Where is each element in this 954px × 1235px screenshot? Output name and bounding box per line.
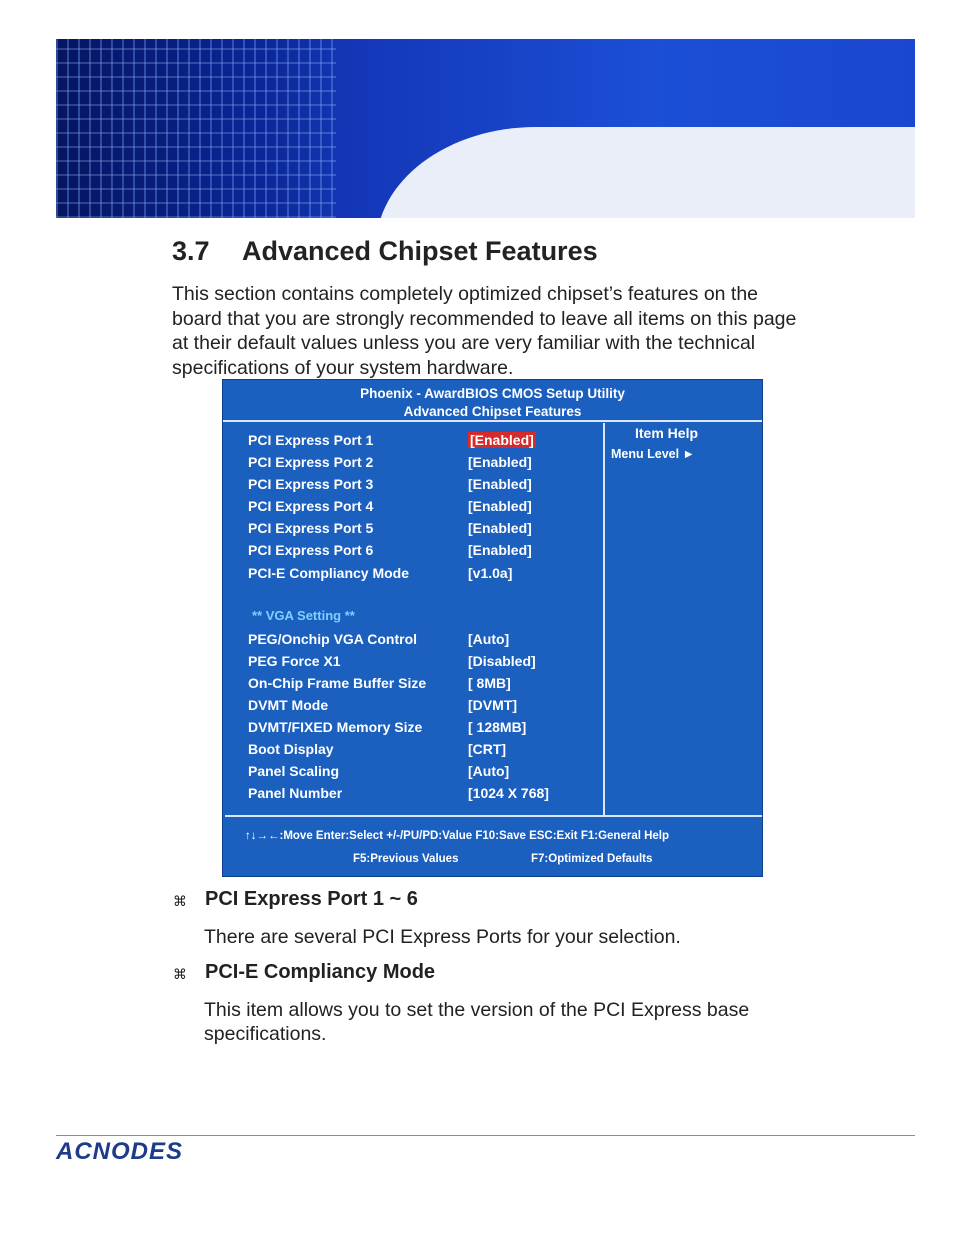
bios-item-label: PEG Force X1 [248, 653, 341, 669]
command-bullet-icon: ⌘ [173, 894, 187, 910]
bullet-text-pci-express-port: There are several PCI Express Ports for your selection. [204, 926, 681, 948]
section-intro: This section contains completely optimized chipset’s features on the board that you are strongly recommended to leave all items on this page at their default values unless you are very familiar with the technical specifications of your system hardware. [172, 283, 797, 379]
command-bullet-icon: ⌘ [173, 967, 187, 983]
footer-rule [56, 1135, 915, 1136]
bios-item-value[interactable]: [Enabled] [468, 542, 532, 558]
bios-item-value[interactable]: [Enabled] [468, 498, 532, 514]
circuit-board-graphic [56, 39, 336, 218]
bios-header [223, 380, 762, 422]
key-legend-previous-values: F5:Previous Values [353, 853, 459, 865]
bios-item-label: PCI Express Port 4 [248, 498, 374, 514]
help-title: Item Help [635, 425, 699, 441]
bios-item-value[interactable]: [DVMT] [468, 697, 517, 713]
bios-item-label: PEG/Onchip VGA Control [248, 631, 418, 647]
bios-settings-pane [225, 423, 605, 817]
key-legend-optimized-defaults: F7:Optimized Defaults [531, 853, 653, 865]
bios-item-value[interactable]: [Enabled] [468, 476, 532, 492]
bios-item-value[interactable]: [ 128MB] [468, 719, 527, 735]
bios-item-label: DVMT Mode [248, 697, 329, 713]
bios-screenshot [222, 379, 763, 877]
banner-wave-shape [376, 127, 915, 218]
bullet-heading-pcie-compliancy-mode: PCI-E Compliancy Mode [205, 961, 436, 983]
bios-item-label: Panel Scaling [248, 763, 340, 779]
acnodes-logo: ACNODES [56, 1138, 184, 1165]
bios-item-label: PCI-E Compliancy Mode [248, 565, 410, 581]
bios-item-label: On-Chip Frame Buffer Size [248, 675, 427, 691]
bios-item-value[interactable]: [v1.0a] [468, 565, 513, 581]
bios-item-value-selected[interactable]: [Enabled] [470, 432, 534, 448]
bios-item-value[interactable]: [ 8MB] [468, 675, 511, 691]
bios-item-value[interactable]: [Enabled] [468, 454, 532, 470]
key-legend-line1: ↑↓→←:Move Enter:Select +/-/PU/PD:Value F10:Save ESC:Exit F1:General Help [245, 830, 670, 842]
header-banner [56, 39, 915, 218]
bios-item-value[interactable]: [CRT] [468, 741, 507, 757]
bios-item-value[interactable]: [Disabled] [468, 653, 536, 669]
section-number: 3.7 [172, 236, 210, 266]
bios-item-value[interactable]: [1024 X 768] [468, 785, 549, 801]
bios-item-label: DVMT/FIXED Memory Size [248, 719, 423, 735]
bios-item-value[interactable]: [Enabled] [468, 520, 532, 536]
bios-screen-title: Advanced Chipset Features [403, 404, 582, 419]
bios-item-label: PCI Express Port 5 [248, 520, 374, 536]
bios-key-legend [223, 820, 762, 876]
menu-level-indicator: Menu Level ► [611, 447, 695, 461]
bios-help-pane [605, 423, 762, 817]
bios-subsection-vga-setting: ** VGA Setting ** [252, 608, 355, 623]
bios-item-value[interactable]: [Auto] [468, 631, 510, 647]
bios-item-label: PCI Express Port 3 [248, 476, 374, 492]
section-title-text: Advanced Chipset Features [242, 236, 598, 266]
bios-item-label: PCI Express Port 6 [248, 542, 374, 558]
bios-item-label: Panel Number [248, 785, 343, 801]
bullet-heading-pci-express-port: PCI Express Port 1 ~ 6 [205, 888, 418, 910]
bios-item-label: Boot Display [248, 741, 334, 757]
bios-item-label: PCI Express Port 2 [248, 454, 374, 470]
section-title [172, 236, 598, 267]
bios-item-value[interactable]: [Auto] [468, 763, 510, 779]
bios-utility-title: Phoenix - AwardBIOS CMOS Setup Utility [360, 386, 625, 401]
bios-item-label: PCI Express Port 1 [248, 432, 374, 448]
bullet-text-pcie-compliancy-mode: This item allows you to set the version of the PCI Express base specifications. [204, 999, 750, 1045]
